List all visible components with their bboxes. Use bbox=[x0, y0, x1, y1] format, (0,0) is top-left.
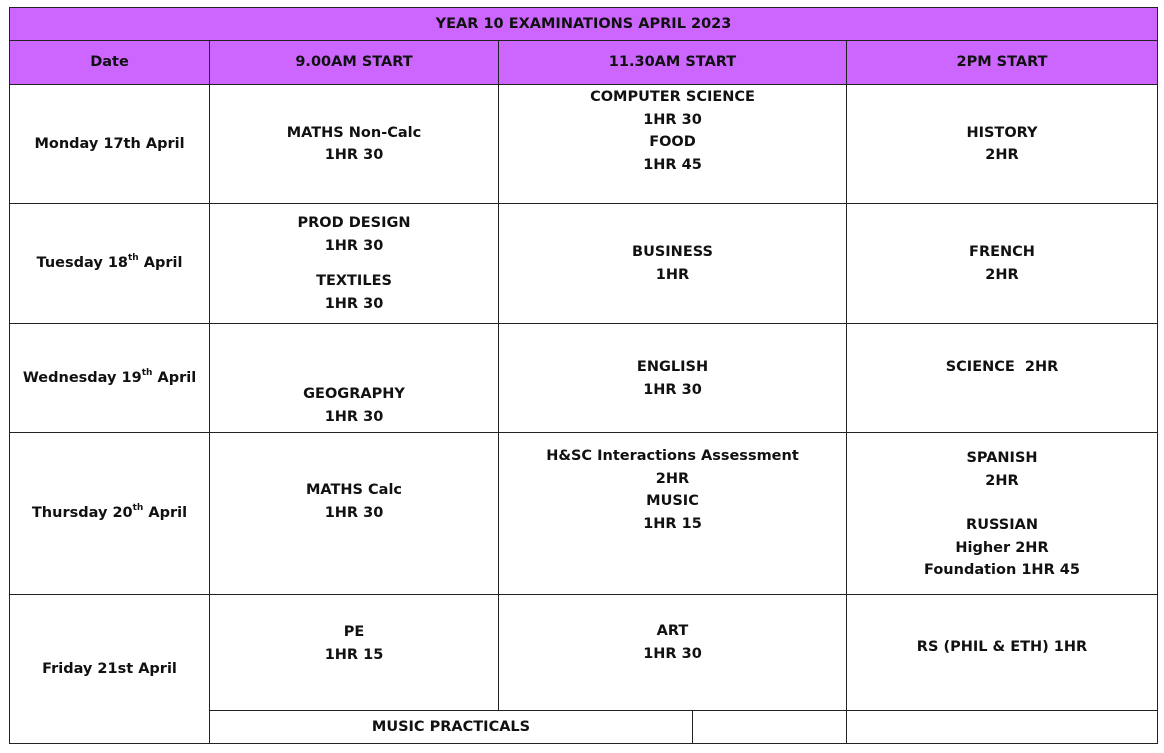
col-header-2pm: 2PM START bbox=[846, 40, 1158, 85]
row-friday-9am: PE 1HR 15 bbox=[209, 594, 499, 711]
row-thursday-2pm: SPANISH 2HR RUSSIAN Higher 2HR Foundation 1HR 45 bbox=[846, 432, 1158, 595]
music-practicals-cell: MUSIC PRACTICALS bbox=[209, 710, 693, 744]
row-monday-1130am: COMPUTER SCIENCE 1HR 30 FOOD 1HR 45 bbox=[498, 84, 847, 204]
row-thursday-date: Thursday 20th April bbox=[9, 432, 210, 595]
timetable-title bbox=[9, 7, 1158, 41]
col-header-date: Date bbox=[9, 40, 210, 85]
title-text: YEAR 10 EXAMINATIONS APRIL 2023 bbox=[435, 15, 732, 32]
row-wednesday-9am: GEOGRAPHY 1HR 30 bbox=[209, 323, 499, 433]
empty-footer-cell bbox=[692, 710, 847, 744]
row-thursday-1130am: H&SC Interactions Assessment 2HR MUSIC 1HR 15 bbox=[498, 432, 847, 595]
row-tuesday-1130am: BUSINESS 1HR bbox=[498, 203, 847, 324]
row-monday-9am: MATHS Non-Calc 1HR 30 bbox=[209, 84, 499, 204]
row-wednesday-1130am: ENGLISH 1HR 30 bbox=[498, 323, 847, 433]
col-header-1130am: 11.30AM START bbox=[498, 40, 847, 85]
row-wednesday-2pm: SCIENCE 2HR bbox=[846, 323, 1158, 433]
row-tuesday-9am: PROD DESIGN 1HR 30 TEXTILES 1HR 30 bbox=[209, 203, 499, 324]
row-thursday-9am: MATHS Calc 1HR 30 bbox=[209, 432, 499, 595]
row-friday-date: Friday 21st April bbox=[9, 594, 210, 744]
row-tuesday-2pm: FRENCH 2HR bbox=[846, 203, 1158, 324]
empty-footer-cell-2pm bbox=[846, 710, 1158, 744]
row-wednesday-date: Wednesday 19th April bbox=[9, 323, 210, 433]
row-tuesday-date: Tuesday 18th April bbox=[9, 203, 210, 324]
exam-timetable bbox=[9, 7, 1158, 744]
row-monday-date: Monday 17th April bbox=[9, 84, 210, 204]
row-friday-1130am: ART 1HR 30 bbox=[498, 594, 847, 711]
col-header-9am: 9.00AM START bbox=[209, 40, 499, 85]
row-friday-2pm: RS (PHIL & ETH) 1HR bbox=[846, 594, 1158, 711]
row-monday-2pm: HISTORY 2HR bbox=[846, 84, 1158, 204]
